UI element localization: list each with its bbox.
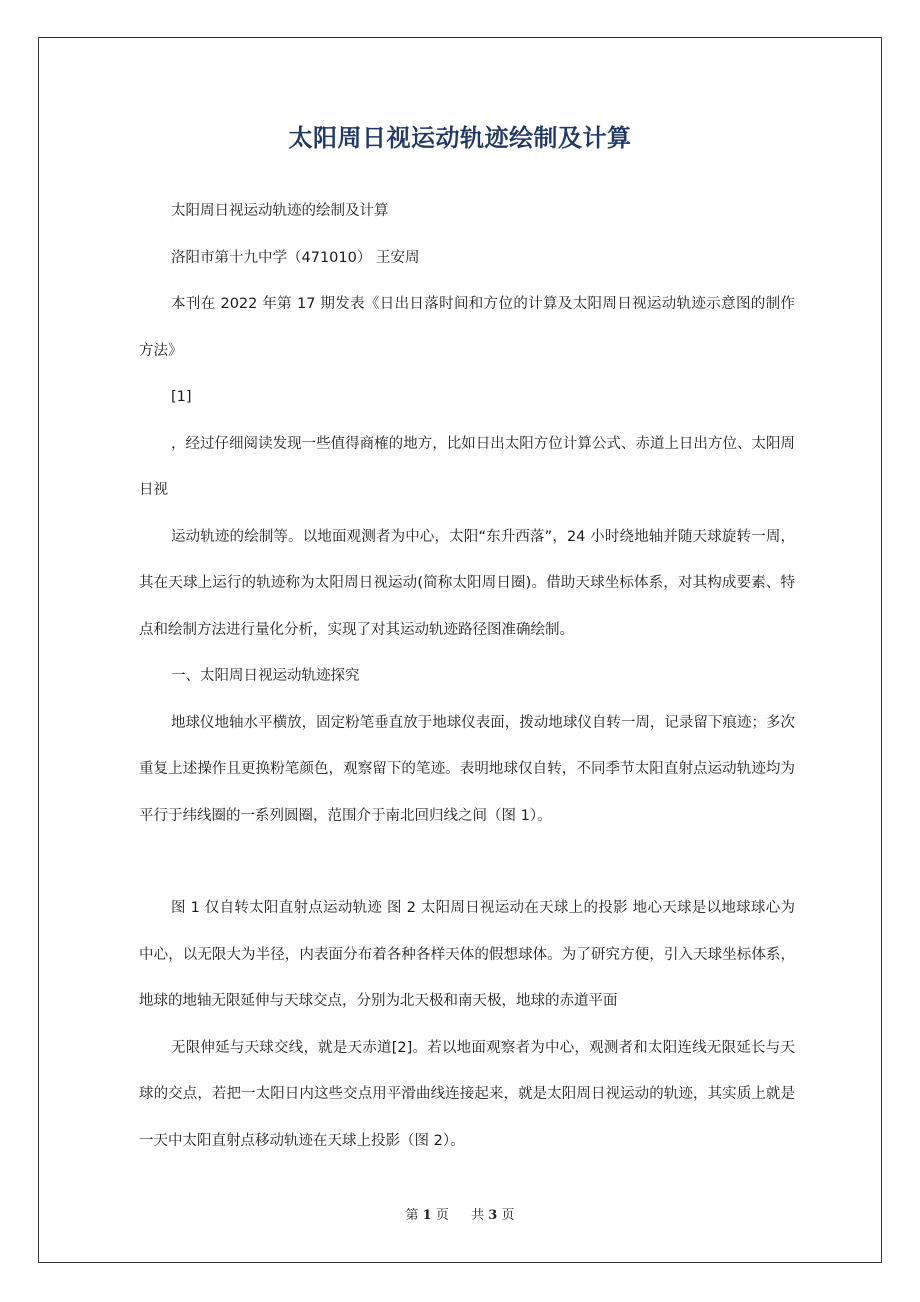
paragraph-review: ，经过仔细阅读发现一些值得商榷的地方，比如日出太阳方位计算公式、赤道上日出方位、太阳周日视 xyxy=(139,435,795,498)
page-footer xyxy=(0,1206,920,1226)
section-heading-1: 一、太阳周日视运动轨迹探究 xyxy=(171,668,360,684)
footer-page-current: 1 xyxy=(422,1208,432,1223)
paragraph-citation: [1] xyxy=(171,389,192,405)
footer-page-prefix: 第 xyxy=(405,1208,419,1223)
paragraph-reference: 本刊在 2022 年第 17 期发表《日出日落时间和方位的计算及太阳周日视运动轨迹示意图的制作方法》 xyxy=(139,296,795,359)
paragraph-intro: 运动轨迹的绘制等。以地面观测者为中心，太阳“东升西落”，24 小时绕地轴并随天球旋转一周，其在天球上运行的轨迹称为太阳周日视运动(简称太阳周日圈)。借助天球坐标体系，对其构成要素、特点和绘制方法进行量化分析，实现了对其运动轨迹路径图准确绘制。 xyxy=(139,528,795,638)
footer-page-total: 3 xyxy=(488,1208,498,1223)
paragraph-experiment: 地球仪地轴水平横放，固定粉笔垂直放于地球仪表面，拨动地球仪自转一周，记录留下痕迹；多次重复上述操作且更换粉笔颜色，观察留下的笔迹。表明地球仅自转，不同季节太阳直射点运动轨迹均为平行于纬线圈的一系列圆圈，范围介于南北回归线之间（图 1）。 xyxy=(139,714,795,824)
paragraph-author: 洛阳市第十九中学（471010） 王安周 xyxy=(171,249,420,266)
document-title: 太阳周日视运动轨迹绘制及计算 xyxy=(288,124,632,152)
footer-total-unit: 页 xyxy=(501,1208,515,1223)
paragraph-figures: 图 1 仅自转太阳直射点运动轨迹 图 2 太阳周日视运动在天球上的投影 地心天球是以地球球心为中心，以无限大为半径，内表面分布着各种各样天体的假想球体。为了研究方便，引入天球坐标体系，地球的地轴无限延伸与天球交点，分别为北天极和南天极，地球的赤道平面 xyxy=(139,900,795,1009)
footer-page-unit: 页 xyxy=(435,1208,449,1223)
paragraph-subtitle: 太阳周日视运动轨迹的绘制及计算 xyxy=(171,203,389,219)
document-body xyxy=(139,188,795,1164)
paragraph-celestial-equator: 无限伸延与天球交线，就是天赤道[2]。若以地面观察者为中心，观测者和太阳连线无限延长与天球的交点，若把一太阳日内这些交点用平滑曲线连接起来，就是太阳周日视运动的轨迹，其实质上就是一天中太阳直射点移动轨迹在天球上投影（图 2）。 xyxy=(139,1039,795,1149)
footer-total-prefix: 共 xyxy=(471,1208,485,1223)
